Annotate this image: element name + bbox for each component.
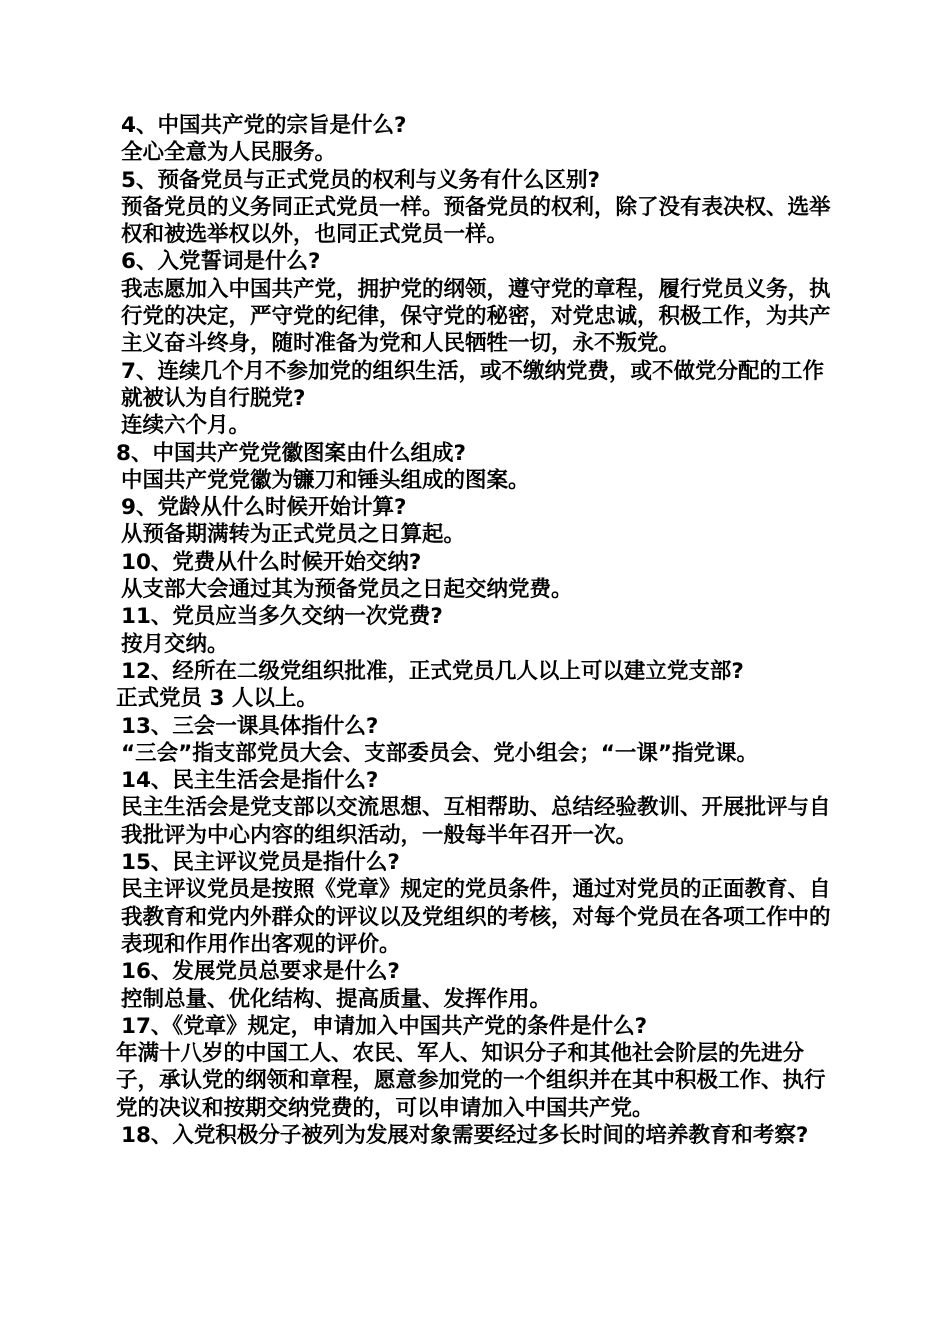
question-line: 15、民主评议党员是指什么? <box>121 850 400 876</box>
question-line: 18、入党积极分子被列为发展对象需要经过多长时间的培养教育和考察? <box>121 1122 809 1148</box>
answer-line: 控制总量、优化结构、提高质量、发挥作用。 <box>121 986 552 1012</box>
answer-line: 连续六个月。 <box>121 413 251 439</box>
question-line: 13、三会一课具体指什么? <box>121 713 379 739</box>
answer-line: 中国共产党党徽为镰刀和锤头组成的图案。 <box>121 467 530 493</box>
question-line: 9、党龄从什么时候开始计算? <box>121 495 407 521</box>
answer-line: 从支部大会通过其为预备党员之日起交纳党费。 <box>121 577 573 603</box>
question-line: 12、经所在二级党组织批准，正式党员几人以上可以建立党支部? <box>121 658 744 684</box>
question-line: 14、民主生活会是指什么? <box>121 768 379 794</box>
answer-line: “三会”指支部党员大会、支部委员会、党小组会；“一课”指党课。 <box>121 740 759 766</box>
answer-line: 正式党员 3 人以上。 <box>116 686 318 712</box>
question-line: 4、中国共产党的宗旨是什么? <box>121 113 407 138</box>
question-line: 16、发展党员总要求是什么? <box>121 959 400 985</box>
answer-line: 年满十八岁的中国工人、农民、军人、知识分子和其他社会阶层的先进分子，承认党的纲领和章程，愿意参加党的一个组织并在其中积极工作、执行党的决议和按期交纳党费的，可以申请加入中国共产党。 <box>116 1041 826 1121</box>
question-line: 8、中国共产党党徽图案由什么组成? <box>116 440 466 466</box>
question-line: 6、入党誓词是什么? <box>121 249 321 275</box>
question-line: 7、连续几个月不参加党的组织生活，或不缴纳党费，或不做党分配的工作就被认为自行脱党? <box>121 358 824 411</box>
question-line: 10、党费从什么时候开始交纳? <box>121 549 422 575</box>
question-line: 17、《党章》规定，申请加入中国共产党的条件是什么? <box>121 1013 648 1039</box>
answer-line: 预备党员的义务同正式党员一样。预备党员的权利，除了没有表决权、选举权和被选举权以外，也同正式党员一样。 <box>121 194 831 248</box>
answer-line: 我志愿加入中国共产党，拥护党的纲领，遵守党的章程，履行党员义务，执行党的决定，严守党的纪律，保守党的秘密，对党忠诚，积极工作，为共产主义奋斗终身，随时准备为党和人民牺牲一切，永不叛党。 <box>121 276 831 357</box>
question-line: 11、党员应当多久交纳一次党费? <box>121 604 443 630</box>
answer-line: 民主评议党员是按照《党章》规定的党员条件，通过对党员的正面教育、自我教育和党内外群众的评议以及党组织的考核，对每个党员在各项工作中的表现和作用作出客观的评价。 <box>121 877 831 957</box>
answer-line: 按月交纳。 <box>121 631 229 657</box>
answer-line: 民主生活会是党支部以交流思想、互相帮助、总结经验教训、开展批评与自我批评为中心内容的组织活动，一般每半年召开一次。 <box>121 795 831 848</box>
answer-line: 从预备期满转为正式党员之日算起。 <box>121 522 466 548</box>
answer-line: 全心全意为人民服务。 <box>121 140 337 166</box>
question-line: 5、预备党员与正式党员的权利与义务有什么区别? <box>121 167 600 193</box>
document-body <box>116 112 840 1149</box>
